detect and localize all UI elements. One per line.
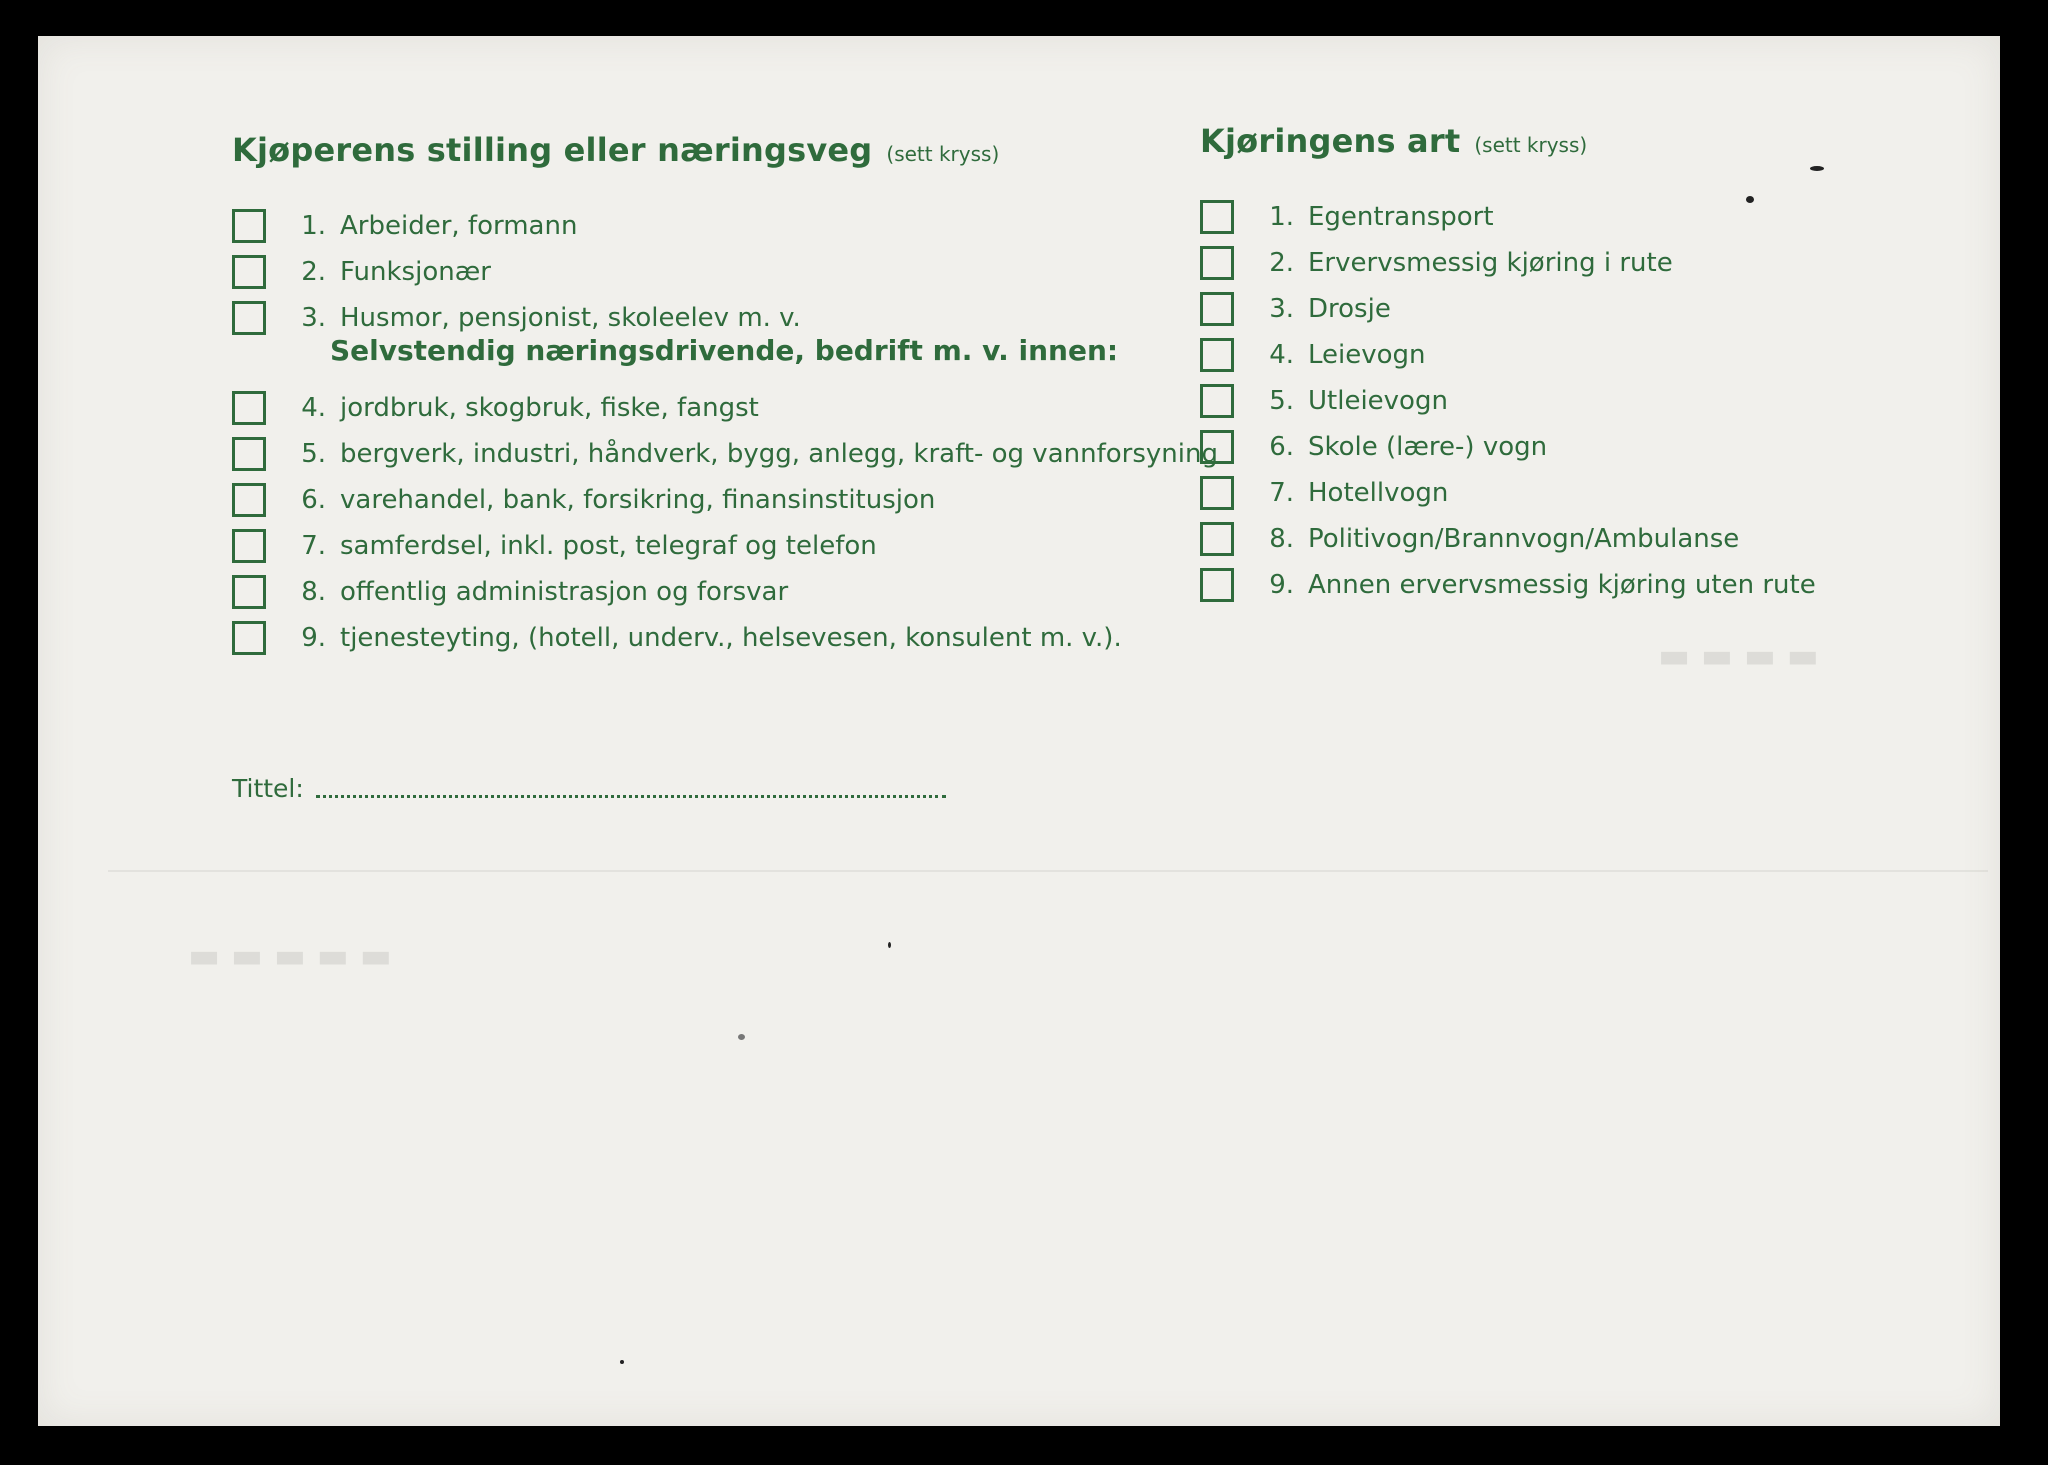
title-dotted-line[interactable]: [316, 795, 946, 798]
occupation-option-1[interactable]: [232, 206, 577, 246]
occupation-checkbox-1[interactable]: [232, 209, 266, 243]
option-number: 3.: [301, 303, 326, 333]
self-employed-subheading: Selvstendig næringsdrivende, bedrift m. v. innen:: [330, 334, 1119, 367]
option-number: 5.: [1269, 386, 1294, 416]
driving-checkbox-3[interactable]: [1200, 292, 1234, 326]
option-label: offentlig administrasjon og forsvar: [340, 577, 789, 607]
driving-checkbox-1[interactable]: [1200, 200, 1234, 234]
buyer-occupation-note: (sett kryss): [886, 142, 1000, 166]
occupation-option-7[interactable]: [232, 526, 877, 566]
driving-checkbox-5[interactable]: [1200, 384, 1234, 418]
option-label: Hotellvogn: [1308, 478, 1449, 508]
option-label: Arbeider, formann: [340, 211, 578, 241]
driving-option-8[interactable]: [1200, 519, 1739, 559]
speck: [620, 1360, 624, 1364]
occupation-checkbox-7[interactable]: [232, 529, 266, 563]
driving-option-9[interactable]: [1200, 565, 1816, 605]
speck: [738, 1034, 745, 1040]
option-number: 5.: [301, 439, 326, 469]
option-number: 8.: [1269, 524, 1294, 554]
driving-type-heading: [1200, 122, 1587, 160]
option-number: 1.: [301, 211, 326, 241]
bleed-through-line: [108, 870, 1988, 872]
option-number: 1.: [1269, 202, 1294, 232]
option-number: 9.: [1269, 570, 1294, 600]
driving-type-note: (sett kryss): [1474, 133, 1588, 157]
option-number: 6.: [1269, 432, 1294, 462]
occupation-option-2[interactable]: [232, 252, 491, 292]
occupation-checkbox-4[interactable]: [232, 391, 266, 425]
option-label: jordbruk, skogbruk, fiske, fangst: [340, 393, 759, 423]
driving-checkbox-4[interactable]: [1200, 338, 1234, 372]
driving-option-6[interactable]: [1200, 427, 1547, 467]
driving-option-4[interactable]: [1200, 335, 1426, 375]
speck: [888, 942, 891, 948]
occupation-option-9[interactable]: [232, 618, 1122, 658]
option-label: Husmor, pensjonist, skoleelev m. v.: [340, 303, 801, 333]
form-sheet: [38, 36, 2000, 1426]
occupation-checkbox-3[interactable]: [232, 301, 266, 335]
option-number: 9.: [301, 623, 326, 653]
option-label: bergverk, industri, håndverk, bygg, anlegg, kraft- og vannforsyning: [340, 439, 1218, 469]
title-label: Tittel:: [232, 774, 304, 803]
option-label: Leievogn: [1308, 340, 1426, 370]
occupation-option-5[interactable]: [232, 434, 1218, 474]
driving-option-5[interactable]: [1200, 381, 1448, 421]
option-label: samferdsel, inkl. post, telegraf og telefon: [340, 531, 877, 561]
bleed-through-mark: ▬ ▬ ▬ ▬ ▬: [188, 936, 392, 976]
driving-checkbox-7[interactable]: [1200, 476, 1234, 510]
option-label: Egentransport: [1308, 202, 1494, 232]
option-label: Utleievogn: [1308, 386, 1448, 416]
occupation-option-4[interactable]: [232, 388, 759, 428]
buyer-occupation-heading: [232, 131, 999, 169]
option-number: 8.: [301, 577, 326, 607]
option-number: 3.: [1269, 294, 1294, 324]
option-label: Annen ervervsmessig kjøring uten rute: [1308, 570, 1816, 600]
option-number: 7.: [1269, 478, 1294, 508]
option-label: Funksjonær: [340, 257, 491, 287]
option-label: tjenesteyting, (hotell, underv., helsevesen, konsulent m. v.).: [340, 623, 1122, 653]
driving-checkbox-2[interactable]: [1200, 246, 1234, 280]
occupation-checkbox-5[interactable]: [232, 437, 266, 471]
option-number: 6.: [301, 485, 326, 515]
driving-option-1[interactable]: [1200, 197, 1494, 237]
occupation-checkbox-6[interactable]: [232, 483, 266, 517]
option-label: varehandel, bank, forsikring, finansinstitusjon: [340, 485, 936, 515]
option-label: Ervervsmessig kjøring i rute: [1308, 248, 1673, 278]
occupation-checkbox-8[interactable]: [232, 575, 266, 609]
bleed-through-mark: ▬ ▬ ▬ ▬: [1658, 636, 1819, 676]
driving-type-title: Kjøringens art: [1200, 122, 1461, 160]
driving-option-3[interactable]: [1200, 289, 1391, 329]
occupation-option-3[interactable]: [232, 298, 801, 338]
driving-option-2[interactable]: [1200, 243, 1673, 283]
option-number: 2.: [1269, 248, 1294, 278]
option-number: 2.: [301, 257, 326, 287]
occupation-checkbox-9[interactable]: [232, 621, 266, 655]
speck: [1810, 166, 1824, 171]
option-label: Drosje: [1308, 294, 1391, 324]
speck: [1746, 196, 1754, 203]
driving-option-7[interactable]: [1200, 473, 1448, 513]
title-field[interactable]: [232, 774, 946, 803]
occupation-option-8[interactable]: [232, 572, 788, 612]
occupation-checkbox-2[interactable]: [232, 255, 266, 289]
driving-checkbox-9[interactable]: [1200, 568, 1234, 602]
buyer-occupation-title: Kjøperens stilling eller næringsveg: [232, 131, 873, 169]
option-number: 4.: [301, 393, 326, 423]
option-number: 7.: [301, 531, 326, 561]
option-number: 4.: [1269, 340, 1294, 370]
option-label: Skole (lære-) vogn: [1308, 432, 1548, 462]
option-label: Politivogn/Brannvogn/Ambulanse: [1308, 524, 1740, 554]
driving-checkbox-6[interactable]: [1200, 430, 1234, 464]
occupation-option-6[interactable]: [232, 480, 935, 520]
driving-checkbox-8[interactable]: [1200, 522, 1234, 556]
